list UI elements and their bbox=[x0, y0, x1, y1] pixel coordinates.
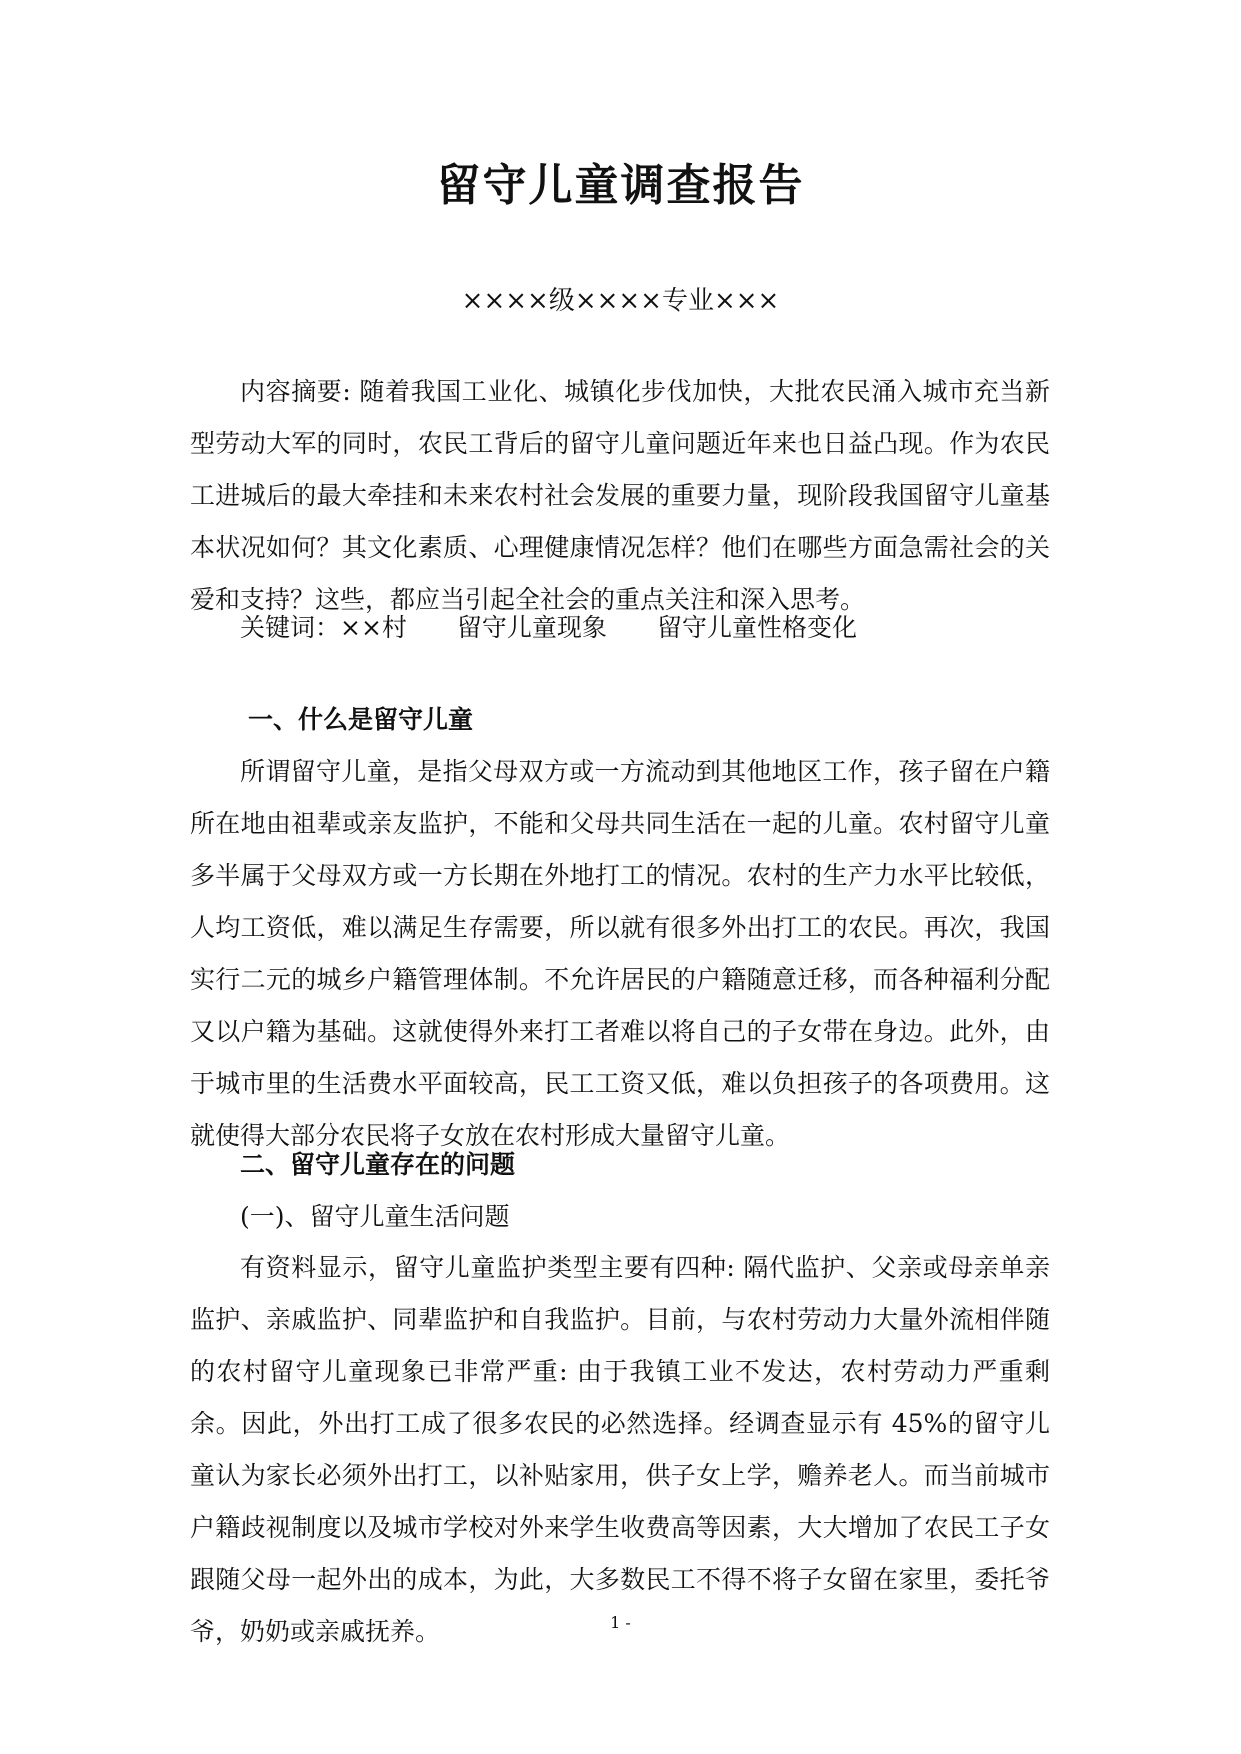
keywords-line bbox=[240, 610, 857, 646]
keyword-item: ××村 bbox=[340, 613, 407, 642]
keyword-item: 留守儿童现象 bbox=[456, 613, 607, 642]
keyword-item: 留守儿童性格变化 bbox=[656, 613, 857, 642]
abstract-section bbox=[190, 366, 1050, 626]
section-2-paragraph: 有资料显示，留守儿童监护类型主要有四种: 隔代监护、父亲或母亲单亲监护、亲戚监护、同辈监护和自我监护。目前，与农村劳动力大量外流相伴随的农村留守儿童现象已非常严重: 由于我镇工业不发达，农村劳动力严重剩余。因此，外出打工成了很多农民的必然选择。经调查显示有 45%的留守儿童认为家长必须外出打工，以补贴家用，供子女上学，赡养老人。而当前城市户籍歧视制度以及城市学校对外来学生收费高等因素，大大增加了农民工子女跟随父母一起外出的成本，为此，大多数民工不得不将子女留在家里，委托爷爷，奶奶或亲戚抚养。 bbox=[190, 1253, 1050, 1646]
page-number: 1 - bbox=[610, 1613, 631, 1632]
abstract-paragraph: 内容摘要: 随着我国工业化、城镇化步伐加快，大批农民涌入城市充当新型劳动大军的同时，农民工背后的留守儿童问题近年来也日益凸现。作为农民工进城后的最大牵挂和未来农村社会发展的重要力量，现阶段我国留守儿童基本状况如何？其文化素质、心理健康情况怎样？他们在哪些方面急需社会的关爱和支持？这些，都应当引起全社会的重点关注和深入思考。 bbox=[190, 377, 1050, 614]
subsection-heading: (一)、留守儿童生活问题 bbox=[240, 1202, 510, 1231]
section-heading-2: 二、留守儿童存在的问题 bbox=[240, 1150, 516, 1179]
section-1-body bbox=[190, 746, 1050, 1162]
section-heading-1: 一、什么是留守儿童 bbox=[248, 705, 474, 734]
keywords-label: 关键词： bbox=[240, 613, 341, 642]
author-line: ××××级××××专业××× bbox=[461, 286, 780, 316]
document-title: 留守儿童调查报告 bbox=[436, 160, 805, 211]
section-2-body bbox=[190, 1242, 1050, 1658]
section-1-paragraph: 所谓留守儿童，是指父母双方或一方流动到其他地区工作，孩子留在户籍所在地由祖辈或亲友监护，不能和父母共同生活在一起的儿童。农村留守儿童多半属于父母双方或一方长期在外地打工的情况。农村的生产力水平比较低，人均工资低，难以满足生存需要，所以就有很多外出打工的农民。再次，我国实行二元的城乡户籍管理体制。不允许居民的户籍随意迁移，而各种福利分配又以户籍为基础。这就使得外来打工者难以将自己的子女带在身边。此外，由于城市里的生活费水平面较高，民工工资又低，难以负担孩子的各项费用。这就使得大部分农民将子女放在农村形成大量留守儿童。 bbox=[190, 757, 1050, 1150]
